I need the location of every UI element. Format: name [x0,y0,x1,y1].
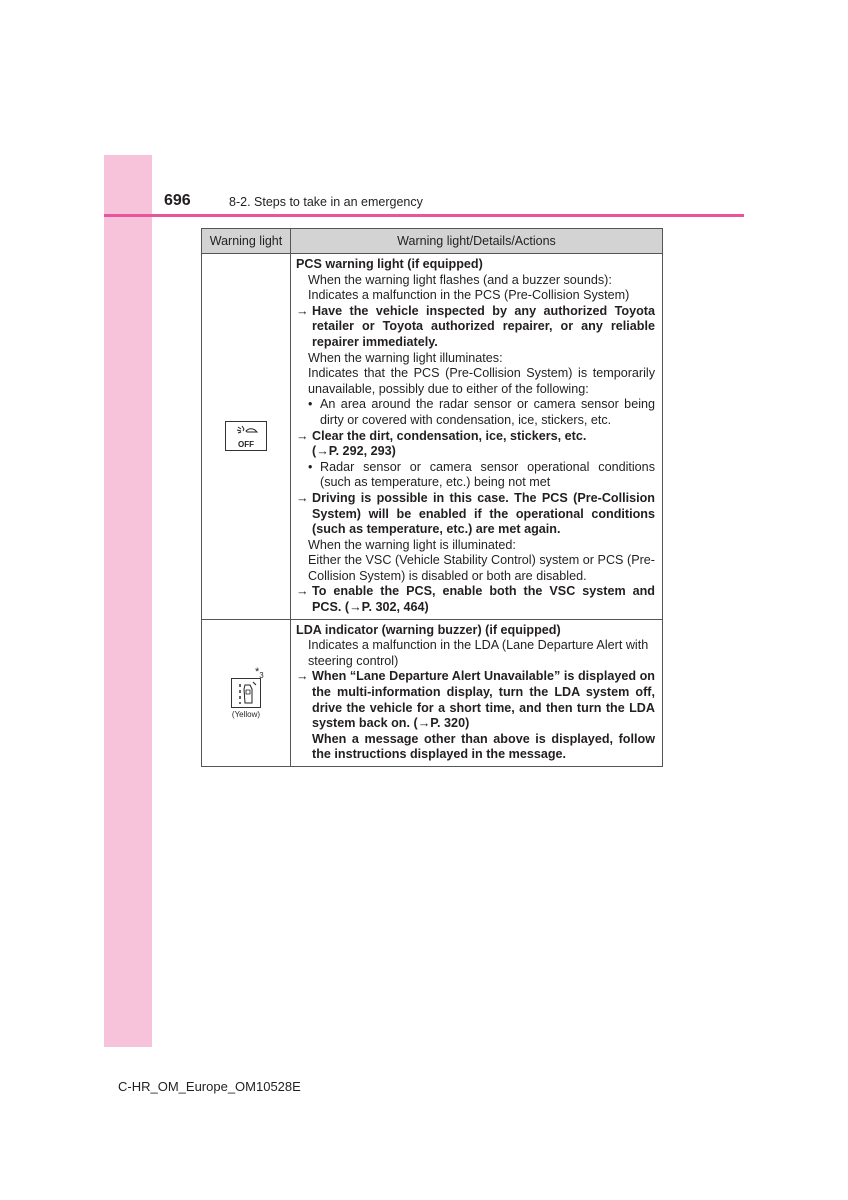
pcs-bullet-conditions: • Radar sensor or camera sensor operational conditions (such as temperature, etc.) being not met [308,459,655,490]
doc-code: C-HR_OM_Europe_OM10528E [118,1079,301,1094]
table-row-pcs [202,254,663,620]
pcs-flash-when: When the warning light flashes (and a buzzer sounds): [308,272,612,287]
lda-action-other: When a message other than above is displayed, follow the instructions displayed in the message. [312,731,655,762]
pcs-title: PCS warning light (if equipped) [296,257,483,271]
pcs-action-clear-ref: (→P. 292, 293) [312,444,396,459]
pcs-flash-desc: Indicates a malfunction in the PCS (Pre-Collision System) [308,288,630,303]
pcs-illuminated-desc: Either the VSC (Vehicle Stability Control) system or PCS (Pre-Collision System) is disabled or both are disabled. [308,553,655,583]
column-header-warning-light: Warning light [202,229,291,254]
pcs-illum-desc: Indicates that the PCS (Pre-Collision System) is temporarily unavailable, possibly due to either of the following: [308,366,655,396]
table-row-lda [202,619,663,766]
lda-desc: Indicates a malfunction in the LDA (Lane Departure Alert with steering control) [308,638,649,668]
arrow-icon: → [296,428,309,443]
column-header-details: Warning light/Details/Actions [291,229,663,254]
lda-indicator-icon [231,678,261,708]
pcs-action-driving: → Driving is possible in this case. The PCS (Pre-Collision System) will be enabled if the operational conditions (such as temperature, etc.) are met again. [296,490,655,537]
svg-text:OFF: OFF [238,440,254,450]
pcs-details-cell [291,254,663,620]
pcs-illum-when: When the warning light illuminates: [308,350,503,365]
pcs-action-clear: → Clear the dirt, condensation, ice, stickers, etc. [296,428,587,443]
arrow-icon: → [296,303,309,318]
pcs-bullet-dirty: • An area around the radar sensor or camera sensor being dirty or covered with condensation, ice, stickers, etc. [308,397,655,427]
arrow-icon: → [296,490,309,505]
pcs-icon-cell [202,254,291,620]
section-title: 8-2. Steps to take in an emergency [229,195,423,209]
warning-light-table [201,228,663,767]
pcs-off-icon [225,421,267,451]
lda-icon-cell [202,619,291,766]
side-tab [104,155,152,1047]
lda-color-label: (Yellow) [231,710,261,720]
lda-action-unavailable: → When “Lane Departure Alert Unavailable” is displayed on the multi-information display, turn the LDA system off, drive the vehicle for a short time, and then turn the LDA system back on. (→P. 320) [296,669,655,731]
lda-title: LDA indicator (warning buzzer) (if equipped) [296,622,561,637]
page-number: 696 [164,192,191,209]
lda-details-cell [291,619,663,766]
pcs-action-inspect: → Have the vehicle inspected by any authorized Toyota retailer or Toyota authorized repairer, or any reliable repairer immediately. [296,303,655,349]
arrow-icon: → [296,584,309,599]
header-rule [104,214,744,217]
footnote-marker: $*_3$ [255,665,264,680]
pcs-action-enable: → To enable the PCS, enable both the VSC system and PCS. (→P. 302, 464) [296,584,655,615]
table-header-row [202,229,663,254]
arrow-icon: → [296,669,309,684]
pcs-illuminated-when: When the warning light is illuminated: [308,537,516,552]
